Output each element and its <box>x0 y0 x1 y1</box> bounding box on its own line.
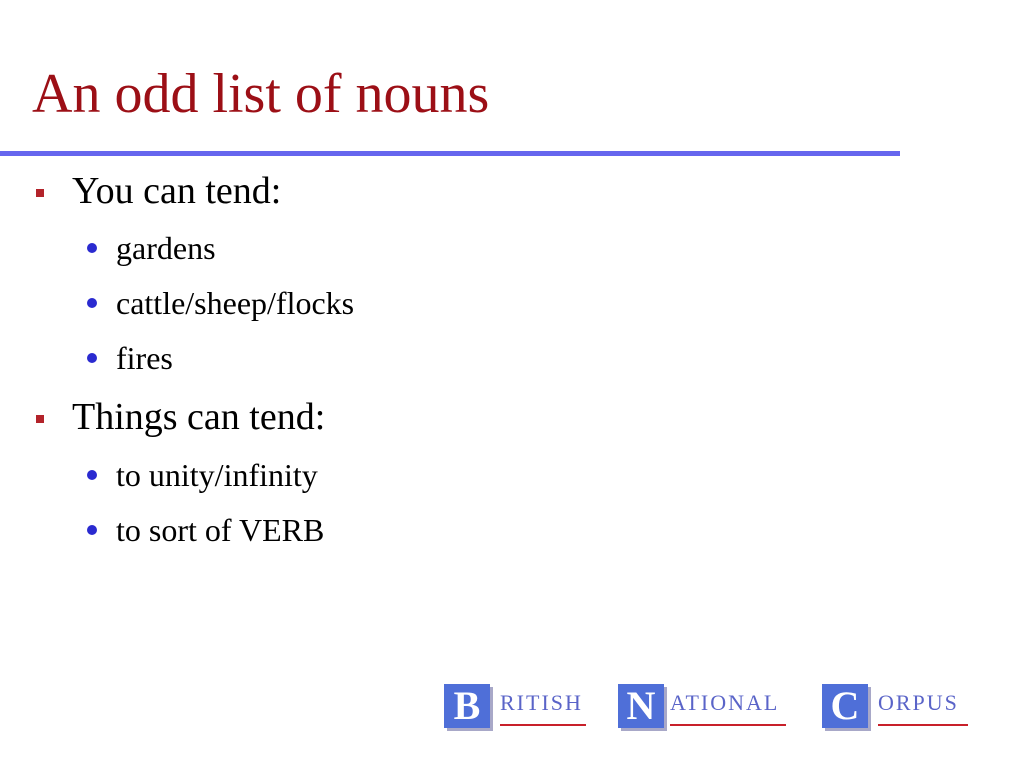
sub-bullet-unity: to unity/infinity <box>116 457 318 493</box>
square-bullet-icon <box>36 415 44 423</box>
dot-bullet-icon <box>87 298 97 308</box>
title-divider <box>0 151 900 156</box>
logo-word-national: ATIONAL <box>670 690 780 715</box>
slide-title: An odd list of nouns <box>32 63 490 125</box>
logo-box-n: N <box>618 684 664 728</box>
square-bullet-icon <box>36 189 44 197</box>
sub-bullet-fires: fires <box>116 340 173 376</box>
logo-word-british: RITISH <box>500 690 583 715</box>
dot-bullet-icon <box>87 353 97 363</box>
dot-bullet-icon <box>87 525 97 535</box>
logo-underline <box>878 724 968 726</box>
logo-underline <box>500 724 586 726</box>
bnc-logo <box>444 684 989 732</box>
sub-bullet-cattle: cattle/sheep/flocks <box>116 285 355 321</box>
logo-word-corpus: ORPUS <box>878 690 959 715</box>
logo-box-b: B <box>444 684 490 728</box>
dot-bullet-icon <box>87 470 97 480</box>
logo-underline <box>670 724 786 726</box>
sub-bullet-gardens: gardens <box>116 230 216 266</box>
logo-box-c: C <box>822 684 868 728</box>
bullet-you-can-tend: You can tend: <box>72 170 282 212</box>
dot-bullet-icon <box>87 243 97 253</box>
bullet-things-can-tend: Things can tend: <box>72 396 326 438</box>
sub-bullet-verb: to sort of VERB <box>116 512 325 548</box>
